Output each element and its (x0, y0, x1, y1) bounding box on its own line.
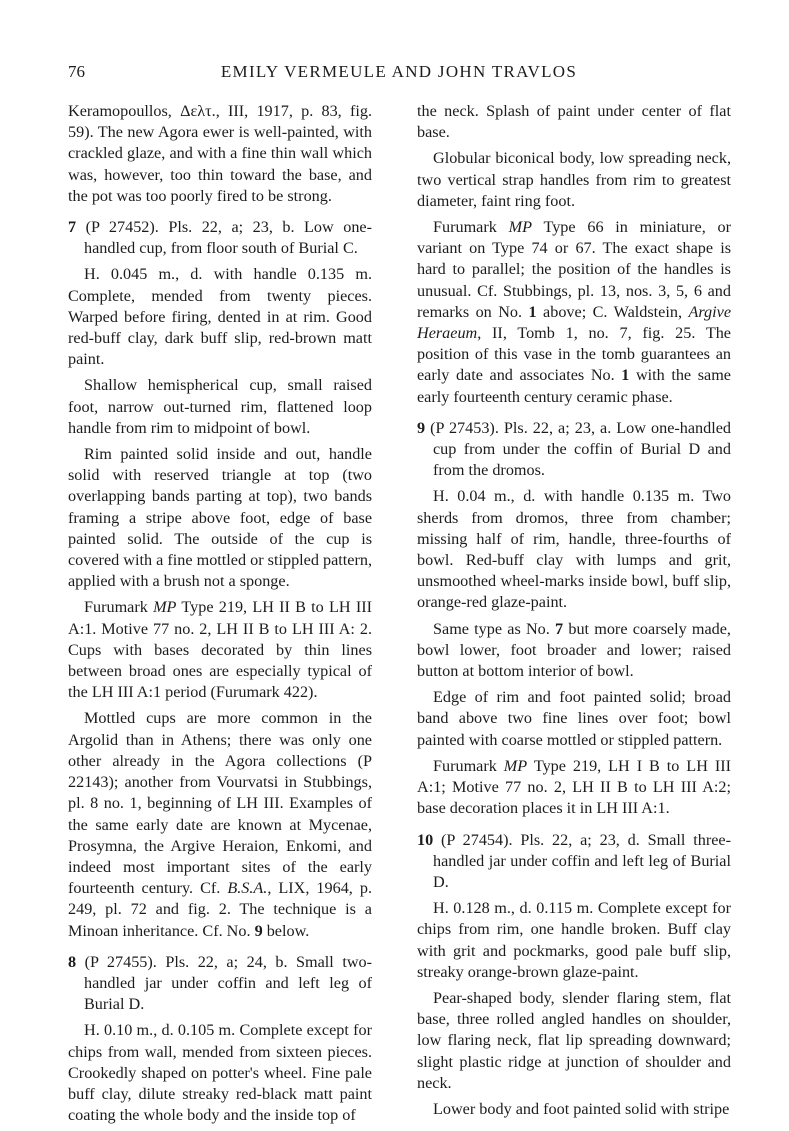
catalogue-entry-heading (417, 830, 731, 894)
page-number: 76 (68, 62, 85, 81)
paragraph: Edge of rim and foot painted solid; broad band above two fine lines over foot; bowl painted with coarse mottled or stippled pattern. (417, 688, 731, 749)
entry-heading-text: (P 27452). Pls. 22, a; 23, b. Low one-handled cup, from floor south of Burial C. (84, 218, 372, 258)
paragraph: Pear-shaped body, slender flaring stem, flat base, three rolled angled handles on shoulder, low flaring neck, flat lip spreading downward; slight plastic ridge at junction of shoulder and neck. (417, 988, 731, 1092)
paragraph: Globular biconical body, low spreading neck, two vertical strap handles from rim to greatest diameter, faint ring foot. (417, 149, 731, 210)
entry-number: 8 (68, 952, 77, 971)
paragraph: the neck. Splash of paint under center of flat base. (417, 102, 731, 142)
entry-number: 7 (68, 218, 77, 237)
entry-number: 10 (417, 830, 434, 849)
paragraph: Mottled cups are more common in the Argolid than in Athens; there was only one other already in the Agora collections (P 22143); another from Vourvatsi in Stubbings, pl. 8 no. 1, beginning of LH III. Examples of the same early date are known at Mycenae, Prosymna, the Argive Heraion, Enkomi, and indeed most important sites of the early fourteenth century. Cf. B.S.A., LIX, 1964, p. 249, pl. 72 and fig. 2. The technique is a Minoan inheritance. Cf. No. 9 below. (68, 709, 372, 940)
paragraph: Furumark MP Type 219, LH I B to LH III A:1; Motive 77 no. 2, LH II B to LH III A:2; base decoration places it in LH III A:1. (417, 756, 731, 818)
entry-number: 9 (417, 418, 426, 437)
entry-heading-text: (P 27454). Pls. 22, a; 23, d. Small three-handled jar under coffin and left leg of Burial D. (433, 830, 731, 891)
paragraph: Furumark MP Type 219, LH II B to LH III A:1. Motive 77 no. 2, LH II B to LH III A: 2. Cups with bases decorated by thin lines between broad ones are especially typical of the LH III A:1 period (Furumark 422). (68, 598, 372, 702)
catalogue-entry-heading (68, 217, 372, 259)
catalogue-entry-heading (417, 418, 731, 482)
catalogue-entry-heading (68, 952, 372, 1016)
paragraph: Rim painted solid inside and out, handle solid with reserved triangle at top (two overlapping bands parting at top), two bands framing a stripe above foot, edge of base painted solid. The outside of the cup is covered with a fine mottled or stippled pattern, applied with a brush not a sponge. (68, 445, 372, 591)
paragraph: H. 0.128 m., d. 0.115 m. Complete except for chips from rim, one handle broken. Buff clay with grit and pockmarks, good pale buff slip, streaky orange-brown glaze-paint. (417, 899, 731, 981)
paragraph: H. 0.045 m., d. with handle 0.135 m. Complete, mended from twenty pieces. Warped before firing, dented in at rim. Good red-buff clay, dark buff slip, red-brown matt paint. (68, 265, 372, 369)
paragraph: H. 0.04 m., d. with handle 0.135 m. Two sherds from dromos, three from chamber; missing half of rim, handle, three-fourths of bowl. Red-buff clay with lumps and grit, unsmoothed wheel-marks inside bowl, buff slip, orange-red glaze-paint. (417, 487, 731, 612)
paragraph: Keramopoullos, Δελτ., III, 1917, p. 83, fig. 59). The new Agora ewer is well-painted, with crackled glaze, and with a fine thin wall which was, however, too thin toward the base, and the pot was too poorly fired to be strong. (68, 102, 372, 205)
right-column (417, 101, 731, 1125)
paragraph: Furumark MP Type 66 in miniature, or variant on Type 74 or 67. The exact shape is hard to parallel; the position of the handles is unusual. Cf. Stubbings, pl. 13, nos. 3, 5, 6 and remarks on No. 1 above; C. Waldstein, Argive Heraeum, II, Tomb 1, no. 7, fig. 25. The position of this vase in the tomb guarantees an early date and associates No. 1 with the same early fourteenth century ceramic phase. (417, 218, 732, 406)
paragraph: H. 0.10 m., d. 0.105 m. Complete except for chips from wall, mended from sixteen pieces. Crookedly shaped on potter's wheel. Fine pale buff clay, dilute streaky red-black matt paint coating the whole body and the inside top of (68, 1021, 372, 1125)
left-column (68, 101, 372, 1131)
paragraph: Shallow hemispherical cup, small raised foot, narrow out-turned rim, flattened loop handle from rim to midpoint of bowl. (68, 376, 372, 437)
paragraph: Same type as No. 7 but more coarsely made, bowl lower, foot broader and lower; raised button at bottom interior of bowl. (417, 619, 731, 681)
paragraph: Lower body and foot painted solid with stripe (433, 1099, 730, 1118)
running-head: EMILY VERMEULE AND JOHN TRAVLOS (220, 62, 578, 81)
entry-heading-text: (P 27455). Pls. 22, a; 24, b. Small two-handled jar under coffin and left leg of Burial D. (84, 952, 372, 1014)
page-header (68, 62, 730, 84)
entry-heading-text: (P 27453). Pls. 22, a; 23, a. Low one-handled cup from under the coffin of Burial D and from the dromos. (430, 418, 732, 480)
